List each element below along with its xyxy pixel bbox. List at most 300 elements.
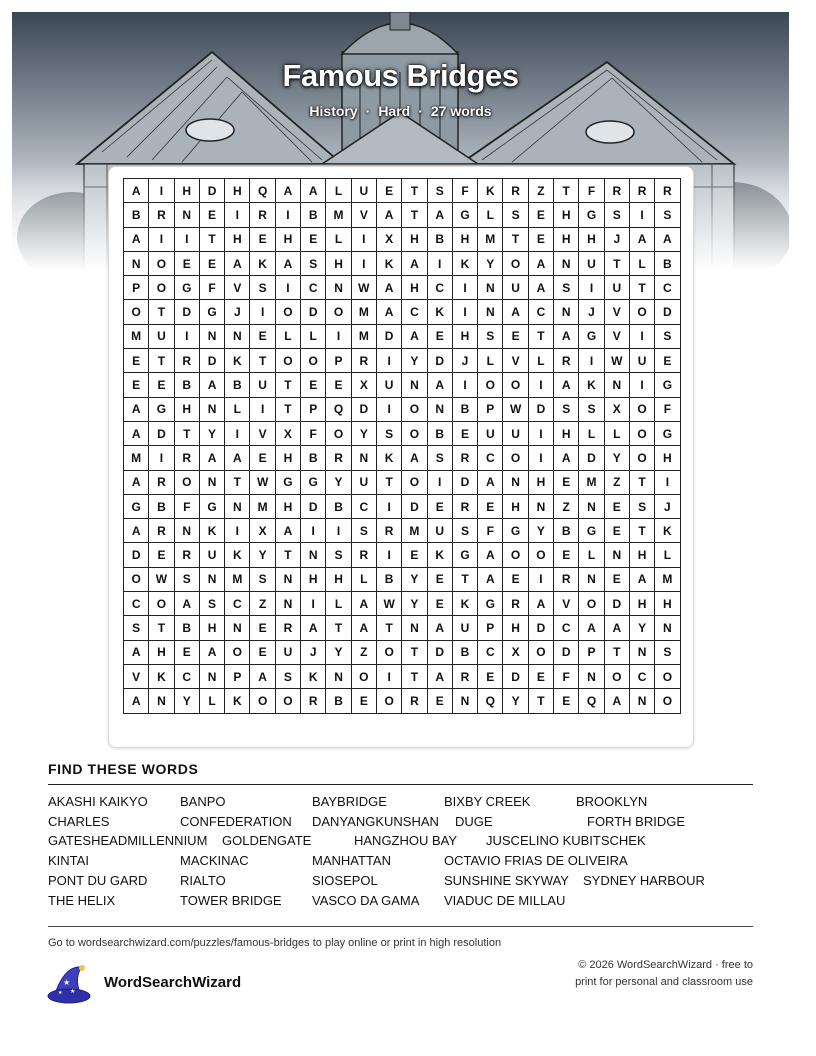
grid-cell: N xyxy=(604,543,629,567)
grid-cell: T xyxy=(629,519,654,543)
grid-cell: P xyxy=(225,664,250,688)
grid-cell: L xyxy=(655,543,680,567)
grid-cell: F xyxy=(579,179,604,203)
grid-cell: I xyxy=(579,276,604,300)
grid-cell: H xyxy=(554,227,579,251)
grid-cell: H xyxy=(402,276,427,300)
grid-cell: R xyxy=(174,349,199,373)
grid-cell: A xyxy=(124,421,149,445)
grid-cell: K xyxy=(452,592,477,616)
grid-cell: N xyxy=(225,324,250,348)
grid-row xyxy=(124,203,681,227)
grid-cell: E xyxy=(326,373,351,397)
grid-cell: G xyxy=(174,276,199,300)
grid-cell: I xyxy=(629,373,654,397)
grid-cell: F xyxy=(174,494,199,518)
grid-cell: E xyxy=(554,470,579,494)
grid-cell: V xyxy=(225,276,250,300)
grid-cell: K xyxy=(452,251,477,275)
grid-cell: O xyxy=(376,640,401,664)
grid-cell: T xyxy=(629,470,654,494)
grid-cell: O xyxy=(629,446,654,470)
grid-cell: H xyxy=(452,324,477,348)
grid-cell: T xyxy=(629,276,654,300)
grid-cell: E xyxy=(149,373,174,397)
grid-cell: E xyxy=(124,349,149,373)
grid-cell: A xyxy=(301,616,326,640)
grid-cell: G xyxy=(579,519,604,543)
grid-cell: H xyxy=(554,203,579,227)
grid-cell: A xyxy=(554,373,579,397)
grid-cell: R xyxy=(503,592,528,616)
grid-cell: H xyxy=(503,616,528,640)
grid-cell: X xyxy=(351,373,376,397)
grid-cell: C xyxy=(427,276,452,300)
grid-cell: I xyxy=(174,227,199,251)
grid-cell: P xyxy=(326,349,351,373)
grid-cell: I xyxy=(376,543,401,567)
grid-cell: S xyxy=(554,276,579,300)
letter-grid xyxy=(123,178,681,714)
grid-cell: R xyxy=(554,349,579,373)
grid-cell: A xyxy=(376,276,401,300)
grid-cell: G xyxy=(199,300,224,324)
grid-cell: I xyxy=(376,397,401,421)
grid-cell: S xyxy=(655,203,680,227)
brand-name[interactable]: WordSearchWizard xyxy=(104,974,242,991)
grid-cell: E xyxy=(604,494,629,518)
grid-cell: U xyxy=(275,640,300,664)
grid-cell: I xyxy=(452,300,477,324)
svg-text:★: ★ xyxy=(63,978,71,987)
grid-cell: N xyxy=(478,276,503,300)
grid-cell: O xyxy=(503,373,528,397)
grid-cell: T xyxy=(149,300,174,324)
grid-cell: O xyxy=(376,689,401,713)
grid-cell: L xyxy=(326,227,351,251)
grid-row xyxy=(124,300,681,324)
grid-cell: R xyxy=(629,179,654,203)
grid-cell: I xyxy=(528,421,553,445)
grid-row xyxy=(124,179,681,203)
grid-cell: L xyxy=(629,251,654,275)
grid-cell: B xyxy=(452,397,477,421)
grid-cell: H xyxy=(199,616,224,640)
grid-cell: A xyxy=(275,251,300,275)
grid-cell: H xyxy=(452,227,477,251)
grid-cell: N xyxy=(225,616,250,640)
grid-cell: U xyxy=(427,519,452,543)
grid-cell: N xyxy=(149,689,174,713)
grid-cell: Y xyxy=(528,519,553,543)
grid-cell: F xyxy=(199,276,224,300)
grid-cell: N xyxy=(503,470,528,494)
grid-row xyxy=(124,349,681,373)
grid-cell: K xyxy=(301,664,326,688)
grid-cell: O xyxy=(629,421,654,445)
grid-cell: H xyxy=(579,227,604,251)
grid-cell: E xyxy=(528,227,553,251)
grid-cell: N xyxy=(402,373,427,397)
grid-cell: G xyxy=(579,324,604,348)
grid-cell: I xyxy=(225,519,250,543)
word-item: THE HELIX xyxy=(48,893,116,908)
grid-cell: E xyxy=(427,324,452,348)
grid-cell: N xyxy=(452,689,477,713)
grid-cell: Q xyxy=(579,689,604,713)
grid-cell: C xyxy=(554,616,579,640)
grid-cell: O xyxy=(326,421,351,445)
grid-cell: H xyxy=(629,543,654,567)
grid-cell: B xyxy=(225,373,250,397)
grid-cell: H xyxy=(655,592,680,616)
grid-cell: G xyxy=(452,203,477,227)
grid-cell: R xyxy=(351,349,376,373)
grid-cell: K xyxy=(225,689,250,713)
grid-cell: Z xyxy=(528,179,553,203)
grid-cell: U xyxy=(351,179,376,203)
word-item: SYDNEY HARBOUR xyxy=(583,873,705,888)
grid-cell: L xyxy=(225,397,250,421)
grid-cell: I xyxy=(528,373,553,397)
grid-cell: S xyxy=(655,640,680,664)
grid-row xyxy=(124,567,681,591)
grid-cell: O xyxy=(528,543,553,567)
grid-cell: B xyxy=(427,227,452,251)
grid-cell: Y xyxy=(174,689,199,713)
grid-cell: G xyxy=(275,470,300,494)
grid-cell: E xyxy=(199,203,224,227)
grid-cell: X xyxy=(250,519,275,543)
grid-cell: E xyxy=(376,179,401,203)
grid-cell: I xyxy=(301,592,326,616)
grid-cell: D xyxy=(427,349,452,373)
grid-cell: O xyxy=(503,251,528,275)
difficulty-label: Hard xyxy=(378,103,411,119)
grid-cell: W xyxy=(149,567,174,591)
grid-cell: T xyxy=(402,640,427,664)
grid-cell: G xyxy=(149,397,174,421)
grid-cell: H xyxy=(275,446,300,470)
copyright-text: © 2026 WordSearchWizard · free to print for personal and classroom use xyxy=(575,959,753,988)
grid-cell: N xyxy=(604,373,629,397)
grid-cell: R xyxy=(503,179,528,203)
grid-cell: E xyxy=(503,324,528,348)
grid-row xyxy=(124,689,681,713)
grid-row xyxy=(124,227,681,251)
grid-cell: I xyxy=(250,300,275,324)
grid-cell: A xyxy=(478,567,503,591)
grid-cell: O xyxy=(402,470,427,494)
grid-cell: T xyxy=(149,349,174,373)
grid-cell: R xyxy=(452,664,477,688)
grid-cell: S xyxy=(376,421,401,445)
grid-cell: O xyxy=(124,300,149,324)
grid-cell: A xyxy=(250,664,275,688)
grid-cell: O xyxy=(174,470,199,494)
grid-cell: E xyxy=(351,689,376,713)
grid-cell: P xyxy=(478,616,503,640)
grid-cell: B xyxy=(301,446,326,470)
grid-cell: C xyxy=(301,276,326,300)
word-item: VASCO DA GAMA xyxy=(312,893,420,908)
grid-cell: E xyxy=(301,227,326,251)
grid-cell: A xyxy=(124,397,149,421)
grid-row xyxy=(124,324,681,348)
word-item: PONT DU GARD xyxy=(48,873,148,888)
grid-cell: D xyxy=(402,494,427,518)
grid-row xyxy=(124,276,681,300)
grid-cell: E xyxy=(250,446,275,470)
grid-cell: K xyxy=(478,179,503,203)
grid-cell: N xyxy=(579,494,604,518)
grid-cell: W xyxy=(604,349,629,373)
grid-cell: J xyxy=(579,300,604,324)
grid-cell: E xyxy=(250,227,275,251)
word-item: MANHATTAN xyxy=(312,853,391,868)
grid-cell: V xyxy=(503,349,528,373)
grid-cell: E xyxy=(528,203,553,227)
grid-cell: I xyxy=(326,324,351,348)
grid-cell: E xyxy=(604,567,629,591)
grid-cell: O xyxy=(275,689,300,713)
grid-cell: Y xyxy=(604,446,629,470)
grid-cell: H xyxy=(326,567,351,591)
grid-cell: L xyxy=(199,689,224,713)
grid-cell: M xyxy=(124,446,149,470)
grid-cell: L xyxy=(301,324,326,348)
grid-cell: T xyxy=(225,470,250,494)
word-item: BANPO xyxy=(180,794,226,809)
footer-link-text[interactable]: Go to wordsearchwizard.com/puzzles/famous-bridges to play online or print in high resolution xyxy=(48,937,502,949)
grid-cell: T xyxy=(402,203,427,227)
grid-cell: U xyxy=(199,543,224,567)
grid-cell: I xyxy=(250,397,275,421)
grid-cell: E xyxy=(250,616,275,640)
grid-cell: M xyxy=(402,519,427,543)
wizard-hat-icon xyxy=(46,963,94,1010)
grid-cell: A xyxy=(124,470,149,494)
grid-cell: W xyxy=(503,397,528,421)
grid-cell: U xyxy=(579,251,604,275)
word-item: JUSCELINO KUBITSCHEK xyxy=(486,833,646,848)
grid-cell: L xyxy=(478,203,503,227)
grid-cell: I xyxy=(528,567,553,591)
grid-cell: A xyxy=(199,446,224,470)
grid-cell: H xyxy=(326,251,351,275)
grid-cell: B xyxy=(124,203,149,227)
grid-cell: O xyxy=(402,421,427,445)
grid-cell: T xyxy=(528,689,553,713)
grid-cell: E xyxy=(452,421,477,445)
grid-cell: S xyxy=(452,519,477,543)
grid-cell: F xyxy=(301,421,326,445)
grid-cell: T xyxy=(250,349,275,373)
grid-cell: T xyxy=(275,373,300,397)
grid-cell: A xyxy=(579,616,604,640)
grid-cell: O xyxy=(503,446,528,470)
grid-cell: E xyxy=(199,251,224,275)
word-list-heading: FIND THESE WORDS xyxy=(48,761,199,777)
grid-row xyxy=(124,519,681,543)
grid-cell: S xyxy=(326,543,351,567)
grid-cell: M xyxy=(655,567,680,591)
grid-cell: H xyxy=(275,494,300,518)
grid-cell: H xyxy=(554,421,579,445)
grid-cell: A xyxy=(629,567,654,591)
grid-cell: A xyxy=(478,543,503,567)
divider xyxy=(48,926,753,927)
grid-cell: O xyxy=(402,397,427,421)
grid-cell: N xyxy=(554,251,579,275)
grid-cell: Y xyxy=(351,421,376,445)
grid-cell: I xyxy=(452,276,477,300)
grid-cell: D xyxy=(376,324,401,348)
grid-cell: O xyxy=(604,664,629,688)
grid-cell: U xyxy=(629,349,654,373)
grid-cell: B xyxy=(301,203,326,227)
grid-cell: E xyxy=(402,543,427,567)
grid-cell: Y xyxy=(478,251,503,275)
grid-cell: I xyxy=(275,276,300,300)
grid-cell: A xyxy=(275,519,300,543)
grid-cell: N xyxy=(199,664,224,688)
svg-text:★: ★ xyxy=(58,990,63,996)
grid-cell: D xyxy=(528,616,553,640)
grid-cell: N xyxy=(225,494,250,518)
separator-dot: · xyxy=(418,103,423,119)
puzzle-meta xyxy=(12,103,789,119)
grid-row xyxy=(124,494,681,518)
grid-cell: S xyxy=(199,592,224,616)
grid-cell: B xyxy=(655,251,680,275)
grid-cell: S xyxy=(554,397,579,421)
grid-cell: E xyxy=(250,640,275,664)
grid-cell: A xyxy=(301,179,326,203)
grid-cell: L xyxy=(528,349,553,373)
grid-cell: B xyxy=(452,640,477,664)
grid-cell: P xyxy=(478,397,503,421)
grid-cell: H xyxy=(503,494,528,518)
grid-cell: V xyxy=(604,324,629,348)
grid-cell: N xyxy=(655,616,680,640)
grid-cell: Q xyxy=(250,179,275,203)
grid-cell: R xyxy=(402,689,427,713)
grid-row xyxy=(124,251,681,275)
grid-cell: G xyxy=(301,470,326,494)
grid-cell: L xyxy=(478,349,503,373)
grid-cell: L xyxy=(579,543,604,567)
grid-cell: Y xyxy=(326,470,351,494)
grid-cell: D xyxy=(452,470,477,494)
grid-cell: B xyxy=(554,519,579,543)
grid-cell: K xyxy=(250,251,275,275)
grid-cell: K xyxy=(655,519,680,543)
word-item: BIXBY CREEK xyxy=(444,794,531,809)
grid-cell: X xyxy=(503,640,528,664)
grid-cell: H xyxy=(655,446,680,470)
grid-cell: T xyxy=(275,397,300,421)
grid-cell: I xyxy=(149,446,174,470)
grid-cell: A xyxy=(478,470,503,494)
grid-cell: J xyxy=(301,640,326,664)
grid-cell: A xyxy=(275,179,300,203)
grid-cell: P xyxy=(579,640,604,664)
grid-cell: E xyxy=(503,567,528,591)
grid-cell: T xyxy=(503,227,528,251)
grid-cell: E xyxy=(427,689,452,713)
grid-cell: C xyxy=(629,664,654,688)
grid-cell: A xyxy=(528,251,553,275)
grid-cell: C xyxy=(351,494,376,518)
grid-cell: N xyxy=(629,640,654,664)
word-item: AKASHI KAIKYO xyxy=(48,794,148,809)
grid-cell: I xyxy=(376,664,401,688)
grid-cell: G xyxy=(199,494,224,518)
grid-cell: O xyxy=(655,689,680,713)
grid-cell: U xyxy=(478,421,503,445)
grid-cell: H xyxy=(275,227,300,251)
grid-cell: U xyxy=(250,373,275,397)
grid-cell: A xyxy=(124,689,149,713)
grid-cell: T xyxy=(149,616,174,640)
grid-cell: S xyxy=(655,324,680,348)
grid-cell: Z xyxy=(351,640,376,664)
grid-cell: T xyxy=(604,251,629,275)
grid-cell: D xyxy=(199,179,224,203)
grid-cell: U xyxy=(452,616,477,640)
grid-cell: B xyxy=(326,494,351,518)
word-item: SUNSHINE SKYWAY xyxy=(444,873,569,888)
grid-cell: E xyxy=(655,349,680,373)
grid-cell: B xyxy=(376,567,401,591)
grid-cell: T xyxy=(528,324,553,348)
grid-cell: D xyxy=(604,592,629,616)
grid-cell: S xyxy=(604,203,629,227)
grid-cell: K xyxy=(427,543,452,567)
grid-cell: O xyxy=(579,592,604,616)
grid-cell: Y xyxy=(402,592,427,616)
grid-cell: O xyxy=(250,689,275,713)
grid-cell: V xyxy=(250,421,275,445)
grid-cell: A xyxy=(124,179,149,203)
grid-cell: H xyxy=(174,397,199,421)
grid-cell: R xyxy=(452,446,477,470)
grid-row xyxy=(124,373,681,397)
grid-cell: S xyxy=(301,251,326,275)
grid-cell: M xyxy=(124,324,149,348)
grid-cell: A xyxy=(427,203,452,227)
grid-cell: R xyxy=(301,689,326,713)
grid-cell: T xyxy=(402,664,427,688)
grid-cell: Z xyxy=(604,470,629,494)
grid-cell: A xyxy=(528,592,553,616)
grid-cell: N xyxy=(402,616,427,640)
grid-cell: B xyxy=(174,616,199,640)
grid-cell: C xyxy=(478,640,503,664)
word-item: BROOKLYN xyxy=(576,794,648,809)
grid-cell: R xyxy=(149,203,174,227)
grid-cell: C xyxy=(174,664,199,688)
grid-cell: A xyxy=(124,640,149,664)
grid-cell: H xyxy=(225,179,250,203)
grid-cell: Y xyxy=(199,421,224,445)
grid-cell: C xyxy=(478,446,503,470)
grid-cell: W xyxy=(376,592,401,616)
grid-cell: N xyxy=(275,592,300,616)
grid-cell: S xyxy=(503,203,528,227)
word-count-label: 27 words xyxy=(430,103,492,119)
